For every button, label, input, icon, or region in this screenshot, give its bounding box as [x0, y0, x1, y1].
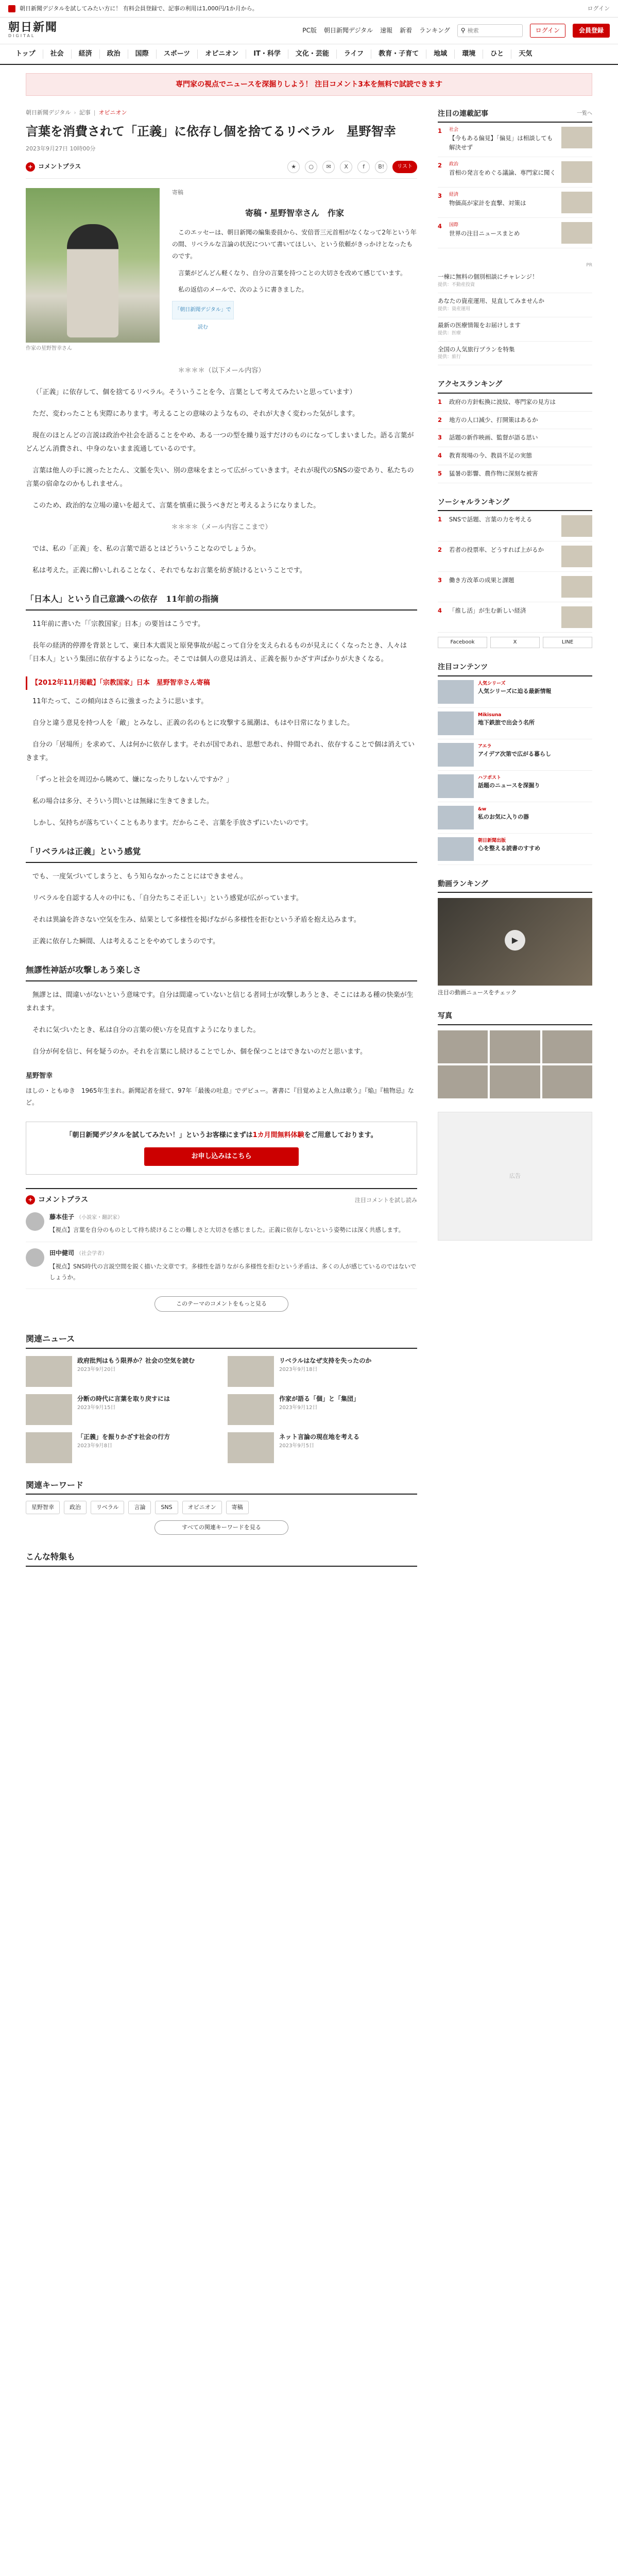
related-item[interactable]: [26, 1356, 215, 1387]
author-title: 寄稿・星野智幸さん 作家: [245, 208, 344, 218]
x-share-icon[interactable]: X: [340, 161, 352, 173]
keyword-tag[interactable]: リベラル: [91, 1501, 124, 1514]
rank-thumbnail: [561, 546, 592, 567]
trial-text-highlight: 1カ月間無料体験: [252, 1131, 304, 1140]
header-link-new[interactable]: 新着: [400, 26, 413, 34]
keyword-tag[interactable]: 寄稿: [226, 1501, 249, 1514]
body-paragraph: 現在のほとんどの言説は政治や社会を語ることをやめ、ある一つの型を繰り返すだけのものになってしまいました。語る言葉がどんどん消費され、中身のないまま流通しているのです。: [26, 431, 414, 453]
rank-thumbnail: [561, 576, 592, 598]
intro-text: [172, 227, 417, 296]
social-ranking-title: ソーシャルランキング: [438, 498, 510, 506]
rank-number: 3: [438, 434, 442, 442]
body-paragraph: 長年の経済的停滞を背景として、東日本大震災と原発事故が起こって自分を支えられるものが見えにくくなったとき、人々は「日本人」という集団に依存するようになった。そこでは個人の意見は消え、正義を振りかざす声ばかりが大きくなる。: [26, 641, 407, 663]
body-paragraph: リベラルを自認する人々の中にも、「自分たちこそ正しい」という感覚が広がっています。: [32, 894, 303, 902]
rank-number: 2: [438, 161, 442, 169]
comment-trial-link[interactable]: 注目コメントを試し読み: [355, 1196, 417, 1204]
content-text: 心を整える読書のすすめ: [478, 844, 541, 852]
body-paragraph: （「正義」に依存して、個を捨てるリベラル。そういうことを今、言葉として考えてみたいと思っています）: [32, 388, 356, 396]
video-caption[interactable]: 注目の動画ニュースをチェック: [438, 989, 517, 996]
related-headline: リベラルはなぜ支持を失ったのか: [279, 1357, 372, 1364]
profile-name: 星野智幸: [26, 1072, 53, 1080]
keyword-list: [26, 1501, 417, 1514]
rank-text: 地方の人口減少、打開策はあるか: [449, 416, 538, 423]
comment-text: 【視点】言葉を自分のものとして持ち続けることの難しさと大切さを感じました。正義に依存しないという姿勢には深く共感します。: [49, 1226, 405, 1234]
breadcrumb-separator: ›: [74, 109, 76, 116]
site-logo[interactable]: [8, 22, 58, 40]
author-meta-line: [172, 188, 417, 197]
related-item[interactable]: [26, 1432, 215, 1463]
video-ranking-title: 動画ランキング: [438, 879, 488, 888]
social-ranking-item[interactable]: [438, 541, 592, 572]
body-paragraph: 自分が何を信じ、何を疑うのか。それを言葉にし続けることでしか、個を保つことはできないのだと思います。: [32, 1047, 367, 1056]
nav-item-region[interactable]: 地域: [426, 49, 455, 59]
rank-text: 働き方改革の成果と課題: [449, 577, 514, 584]
rank-text: 教育現場の今、教員不足の実態: [449, 452, 532, 460]
header-utility-links: [302, 24, 610, 38]
body-paragraph: ただ、変わったことも実際にあります。考えることの意味のようなもの、それが大きく変わった気がします。: [32, 410, 359, 418]
ad-label: PR: [586, 262, 592, 268]
category-tag[interactable]: オピニオン: [98, 109, 127, 116]
sidebar-contents: [438, 662, 592, 865]
rank-text: 政府の方針転換に波紋、専門家の見方は: [449, 398, 556, 405]
all-keywords-button[interactable]: すべての関連キーワードを見る: [154, 1520, 288, 1535]
related-keywords: [26, 1479, 417, 1535]
ad-source: 提供：旅行: [438, 354, 461, 360]
author-profile: [26, 1071, 417, 1108]
rank-text: 首相の発言をめぐる議論、専門家に聞く: [449, 168, 556, 176]
rank-text: 物価高が家計を直撃、対策は: [449, 199, 526, 207]
content-category: 人気シリーズ: [478, 681, 506, 686]
photo-caption: 作家の星野智幸さん: [26, 345, 72, 351]
keywords-title: 関連キーワード: [26, 1479, 417, 1495]
commenter-role: （社会学者）: [76, 1251, 108, 1257]
related-date: 2023年9月15日: [77, 1405, 116, 1411]
breadcrumb-article[interactable]: 記事: [79, 109, 91, 116]
facebook-follow-button[interactable]: Facebook: [438, 637, 487, 648]
header-link-breaking[interactable]: 速報: [380, 26, 393, 34]
content-category: 朝日新聞出版: [478, 838, 506, 843]
access-ranking-item[interactable]: [438, 465, 592, 483]
body-paragraph: 言葉は他人の手に渡ったとたん、文脈を失い、別の意味をまとって広がっていきます。それが現代のSNSの姿であり、私たちの言葉の宿命なのかもしれません。: [26, 466, 414, 488]
share-row: [26, 161, 417, 179]
trial-text: [35, 1130, 408, 1141]
promo-bar[interactable]: 専門家の視点でニュースを深掘りしよう！ 注目コメント3本を無料で試読できます: [26, 73, 592, 96]
profile-text: ほしの・ともゆき 1965年生まれ。新聞記者を経て、97年「最後の吐息」でデビュー。著書に『目覚めよと人魚は歌う』『焔』『植物忌』など。: [26, 1087, 414, 1106]
comment-plus-label: コメントプラス: [38, 163, 81, 171]
stars-divider: ＊＊＊＊（以下メール内容）: [178, 366, 265, 375]
contents-title: 注目コンテンツ: [438, 663, 488, 672]
rank-number: 4: [438, 452, 442, 460]
logo-subtext: DIGITAL: [8, 33, 36, 39]
related-item[interactable]: [26, 1394, 215, 1425]
body-paragraph: しかし、気持ちが落ちていくこともあります。だからこそ、言葉を手放さずにいたいのです。: [32, 819, 313, 827]
trial-text-c: をご用意しております。: [304, 1131, 377, 1140]
related-thumbnail: [228, 1356, 274, 1387]
related-headline: 政府批判はもう限界か？社会の空気を読む: [77, 1357, 195, 1364]
video-thumbnail[interactable]: [438, 898, 592, 986]
content-text: 私のお気に入りの器: [478, 813, 529, 820]
related-thumbnail: [26, 1432, 72, 1463]
rank-thumbnail: [561, 515, 592, 537]
related-item[interactable]: [228, 1432, 417, 1463]
body-paragraph: このため、政治的な立場の違いを超えて、言葉を慎重に扱うべきだと考えるようになりました。: [32, 501, 320, 510]
author-photo[interactable]: [26, 188, 160, 343]
content-thumbnail: [438, 711, 474, 735]
rank-number: 2: [438, 416, 442, 423]
content-text: 話題のニュースを深掘り: [478, 782, 540, 789]
nav-item-politics[interactable]: 政治: [100, 49, 128, 59]
search-icon[interactable]: ⚲: [460, 26, 466, 34]
ad-source: 提供：不動産投資: [438, 282, 475, 288]
ad-item[interactable]: [438, 342, 592, 366]
nav-item-top[interactable]: トップ: [8, 49, 43, 59]
site-header: [0, 18, 618, 44]
photo-thumbnail[interactable]: [490, 1065, 540, 1098]
rank-text: 猛暑の影響、農作物に深刻な被害: [449, 469, 538, 477]
photo-thumbnail[interactable]: [490, 1030, 540, 1063]
keyword-tag[interactable]: オピニオン: [182, 1501, 222, 1514]
sidebar-video-ranking: [438, 878, 592, 997]
byline-box: [172, 188, 417, 353]
ad-item[interactable]: [438, 317, 592, 342]
body-paragraph: それは異論を許さない空気を生み、結果として多様性を掲げながら多様性を拒むという矛盾を抱え込みます。: [32, 916, 360, 924]
keyword-tag[interactable]: 政治: [64, 1501, 87, 1514]
section-heading: 「リベラルは正義」という感覚: [26, 843, 417, 863]
stars-divider: ＊＊＊＊（メール内容ここまで）: [171, 523, 272, 531]
sidebar-section-title: [438, 497, 592, 511]
content-item[interactable]: [438, 802, 592, 834]
rank-text: 世界の注目ニュースまとめ: [449, 229, 520, 237]
keyword-tag[interactable]: SNS: [155, 1501, 178, 1514]
rank-thumbnail: [561, 161, 592, 183]
photo-thumbnail[interactable]: [542, 1030, 592, 1063]
trial-signup-button[interactable]: お申し込みはこちら: [144, 1147, 299, 1166]
content-thumbnail: [438, 680, 474, 704]
comment-plus-icon: +: [26, 162, 35, 172]
related-headline: ネット言論の現在地を考える: [279, 1433, 360, 1440]
comment-plus-icon: +: [26, 1195, 35, 1205]
mail-icon[interactable]: ✉: [322, 161, 335, 173]
share-icons: [287, 161, 417, 173]
rank-text: 【今もある偏見】「偏見」は相談しても解決せず: [449, 134, 553, 151]
related-date: 2023年9月8日: [77, 1443, 113, 1449]
body-paragraph: でも、一度気づいてしまうと、もう知らなかったことにはできません。: [32, 872, 247, 880]
sidebar-access-ranking: [438, 379, 592, 483]
rank-text: 若者の投票率、どうすれば上がるか: [449, 546, 544, 554]
play-icon[interactable]: ▶: [505, 930, 525, 951]
intro-paragraph: 言葉がどんどん軽くなり、自分の言葉を持つことの大切さを改めて感じています。: [178, 269, 407, 277]
nav-item-life[interactable]: ライフ: [337, 49, 371, 59]
rank-thumbnail: [561, 192, 592, 213]
ad-text: 全国の人気旅行プランを特集: [438, 345, 515, 353]
body-paragraph: 自分の「居場所」を求めて、人は何かに依存します。それが国であれ、思想であれ、仲間であれ、依存することで個は消えていきます。: [26, 740, 415, 762]
content-thumbnail: [438, 774, 474, 798]
article-main: [26, 108, 417, 1567]
ranking-title: 注目の連載記事: [438, 110, 488, 118]
nav-item-culture[interactable]: 文化・芸能: [288, 49, 337, 59]
content-item[interactable]: [438, 676, 592, 708]
nav-item-opinion[interactable]: オピニオン: [198, 49, 246, 59]
social-ranking-item[interactable]: [438, 572, 592, 602]
access-ranking-item[interactable]: [438, 394, 592, 412]
content-item[interactable]: [438, 739, 592, 771]
ad-item[interactable]: [438, 269, 592, 293]
rank-tag: 経済: [449, 192, 459, 197]
features-title: こんな特集も: [26, 1550, 417, 1567]
rank-tag: 社会: [449, 127, 459, 133]
article-date: 2023年9月27日 10時00分: [26, 145, 96, 152]
comment-body: [49, 1212, 404, 1235]
photo-title: 写真: [438, 1012, 452, 1021]
header-link-pc[interactable]: PC版: [302, 26, 317, 34]
rank-number: 3: [438, 577, 442, 584]
related-date: 2023年9月18日: [279, 1367, 318, 1372]
ranking-item[interactable]: [438, 188, 592, 218]
content-category: ハフポスト: [478, 775, 502, 781]
rank-number: 1: [438, 398, 442, 405]
related-headline: 「正義」を振りかざす社会の行方: [77, 1433, 170, 1440]
sidebar-section-title: [438, 1010, 592, 1025]
byline-row: [26, 188, 417, 353]
rank-number: 5: [438, 469, 442, 477]
related-grid: [26, 1356, 417, 1463]
breadcrumb-separator: |: [93, 109, 96, 116]
social-ranking-item[interactable]: [438, 511, 592, 541]
sidebar-ad-slot: [438, 1112, 592, 1241]
list-button[interactable]: リスト: [392, 161, 417, 173]
access-ranking-title: アクセスランキング: [438, 380, 503, 389]
content-text: 地下鉄旅で出会う名所: [478, 719, 535, 726]
sidebar: [438, 108, 592, 1567]
commenter-role: （小説家・翻訳家）: [76, 1214, 123, 1221]
comment-header: [26, 1194, 417, 1206]
mute-icon[interactable]: ○: [305, 161, 317, 173]
body-paragraph: 正義に依存した瞬間、人は考えることをやめてしまうのです。: [32, 937, 219, 945]
rank-text: 「推し活」が生む新しい経済: [449, 607, 526, 615]
person-silhouette: [67, 224, 118, 337]
ranking-item[interactable]: [438, 123, 592, 157]
sidebar-ads: [438, 262, 592, 365]
body-paragraph: 私の場合は多分、そういう問いとは無縁に生きてきました。: [32, 797, 214, 805]
trial-text-a: 「朝日新聞デジタルを試してみたい！」というお客様にまずは: [65, 1131, 253, 1140]
body-paragraph: 私は考えた。正義に酔いしれることなく、それでもなお言葉を紡ぎ続けるということです。: [32, 566, 306, 574]
nav-item-weather[interactable]: 天気: [519, 50, 533, 58]
content-item[interactable]: [438, 834, 592, 865]
related-thumbnail: [228, 1394, 274, 1425]
sidebar-section-title: [438, 878, 592, 893]
related-item[interactable]: [228, 1356, 417, 1387]
hatena-bookmark-icon[interactable]: B!: [375, 161, 387, 173]
body-paragraph: 「ずっと社会を周辺から眺めて、嫌になったりしないんですか？」: [32, 775, 233, 784]
comment-plus-link[interactable]: [26, 162, 81, 172]
more-comments-button[interactable]: このテーマのコメントをもっと見る: [154, 1296, 288, 1312]
body-paragraph: 無謬とは、間違いがないという意味です。自分は間違っていないと信じる者同士が攻撃しあうとき、そこにはある種の快楽が生まれます。: [26, 991, 414, 1012]
rank-text: SNSで話題、言葉の力を考える: [449, 516, 533, 523]
related-item[interactable]: [228, 1394, 417, 1425]
access-ranking-item[interactable]: [438, 412, 592, 430]
sidebar-section-title: [438, 662, 592, 676]
nav-item-international[interactable]: 国際: [128, 49, 157, 59]
header-link-digital[interactable]: 朝日新聞デジタル: [323, 26, 373, 34]
related-date: 2023年9月20日: [77, 1367, 116, 1372]
content-thumbnail: [438, 837, 474, 861]
content-category: Mikisuna: [478, 712, 502, 718]
ranking-item[interactable]: [438, 157, 592, 188]
rank-number: 1: [438, 516, 442, 523]
access-ranking-item[interactable]: [438, 429, 592, 447]
search-box: [457, 24, 523, 37]
sns-follow-row: [438, 637, 592, 648]
commenter-name: 田中健司: [49, 1249, 75, 1257]
content-category: &w: [478, 806, 487, 812]
trial-signup-box: [26, 1122, 417, 1175]
breadcrumb: [26, 108, 417, 117]
article-body: [26, 364, 417, 1059]
banner-text: 朝日新聞デジタルを試してみたい方に！ 有料会員登録で、記事の利用は1,000円/1か月から。: [20, 5, 258, 12]
banner-login-link[interactable]: ログイン: [587, 5, 610, 12]
ad-text: あなたの資産運用、見直してみませんか: [438, 297, 544, 305]
login-button[interactable]: ログイン: [530, 24, 565, 38]
body-paragraph: 11年たって、この傾向はさらに強まったように思います。: [32, 697, 208, 705]
related-headline: 分断の時代に言葉を取り戻すには: [77, 1395, 170, 1402]
ad-text: 一棟に無料の個別相談にチャレンジ！: [438, 273, 538, 281]
comment-text: 【視点】SNS時代の言説空間を鋭く描いた文章です。多様性を語りながら多様性を拒むという矛盾は、多くの人が感じているのではないでしょうか。: [49, 1262, 417, 1281]
intro-paragraph: このエッセーは、朝日新聞の編集委員から、安倍晋三元首相がなくなって2年という年の間、リベラルな言論の状況について書いてほしい、という依頼がきっかけとなったものです。: [172, 229, 417, 260]
related-title: 関連ニュース: [26, 1332, 417, 1349]
rank-number: 2: [438, 546, 442, 554]
content-text: アイデア次第で広がる暮らし: [478, 750, 552, 757]
rank-thumbnail: [561, 606, 592, 628]
intro-paragraph: 私の返信のメールで、次のように書きました。: [178, 286, 308, 294]
sidebar-section-title: [438, 379, 592, 393]
line-follow-button[interactable]: LINE: [543, 637, 592, 648]
rank-number: 1: [438, 127, 442, 135]
nav-item-economy[interactable]: 経済: [72, 49, 100, 59]
ad-source: 提供：資産運用: [438, 306, 471, 312]
content-item[interactable]: [438, 771, 592, 802]
nav-item-education[interactable]: 教育・子育て: [371, 49, 426, 59]
content-thumbnail: [438, 743, 474, 767]
main-nav: [0, 44, 618, 65]
related-news: [26, 1332, 417, 1463]
ad-item[interactable]: [438, 293, 592, 317]
x-follow-button[interactable]: X: [490, 637, 540, 648]
comment-item[interactable]: [26, 1242, 417, 1289]
search-input[interactable]: [468, 27, 519, 34]
content-item[interactable]: [438, 708, 592, 739]
social-ranking-item[interactable]: [438, 602, 592, 633]
breadcrumb-home[interactable]: 朝日新聞デジタル: [26, 109, 71, 116]
related-thumbnail: [228, 1432, 274, 1463]
access-ranking-item[interactable]: [438, 447, 592, 465]
section-heading: 「日本人」という自己意識への依存 11年前の指摘: [26, 591, 417, 611]
ad-source: 提供：医療: [438, 330, 461, 336]
rank-number: 4: [438, 222, 442, 230]
ad-box[interactable]: 広告: [438, 1112, 592, 1241]
body-paragraph: 11年前に書いた「「宗教国家」日本」の要旨はこうです。: [32, 620, 205, 628]
comment-title-text: コメントプラス: [38, 1196, 89, 1205]
body-paragraph: では、私の「正義」を、私の言葉で語るとはどういうことなのでしょうか。: [32, 545, 261, 553]
content-text: 人気シリーズに迫る最新情報: [478, 687, 552, 694]
top-banner[interactable]: [0, 0, 618, 18]
related-date: 2023年9月12日: [279, 1405, 318, 1411]
article-title: 言葉を消費されて「正義」に依存し個を捨てるリベラル 星野智幸: [26, 123, 396, 139]
logo-text: 朝日新聞: [8, 21, 58, 35]
sidebar-social-ranking: [438, 497, 592, 648]
comment-section: [26, 1188, 417, 1312]
comment-body: [49, 1248, 417, 1282]
commenter-name: 藤本佳子: [49, 1213, 75, 1221]
header-link-ranking[interactable]: ランキング: [419, 26, 450, 34]
related-date: 2023年9月5日: [279, 1443, 315, 1449]
gift-icon: [8, 5, 15, 12]
section-heading: 無謬性神話が攻撃しあう楽しさ: [26, 962, 417, 981]
sidebar-section-title: [438, 108, 592, 123]
features-section: [26, 1550, 417, 1567]
content-category: アエラ: [478, 743, 492, 749]
body-paragraph: それに気づいたとき、私は自分の言葉の使い方を見直すようになりました。: [32, 1026, 260, 1034]
photo-thumbnail[interactable]: [438, 1065, 488, 1098]
ranking-item[interactable]: [438, 218, 592, 248]
signup-button[interactable]: 会員登録: [573, 24, 610, 38]
keyword-tag[interactable]: 星野智幸: [26, 1501, 60, 1514]
rank-thumbnail: [561, 127, 592, 148]
bookmark-icon[interactable]: ★: [287, 161, 300, 173]
avatar: [26, 1248, 44, 1267]
nav-item-sports[interactable]: スポーツ: [157, 49, 198, 59]
author-meta: 寄稿: [172, 189, 183, 196]
nav-item-science[interactable]: IT・科学: [246, 49, 288, 59]
avatar: [26, 1212, 44, 1231]
rank-thumbnail: [561, 222, 592, 244]
rank-text: 話題の新作映画、監督が語る思い: [449, 434, 538, 442]
sidebar-ranking: [438, 108, 592, 248]
ranking-more-link[interactable]: 一覧へ: [577, 111, 592, 117]
nav-item-society[interactable]: 社会: [43, 49, 72, 59]
photo-grid: [438, 1030, 592, 1098]
author-photo-block: [26, 188, 160, 353]
related-article-link[interactable]: 【2012年11月掲載】「宗教国家」日本 星野智幸さん寄稿: [26, 676, 417, 690]
rank-number: 3: [438, 192, 442, 199]
rank-tag: 国際: [449, 222, 459, 228]
rank-number: 4: [438, 607, 442, 615]
related-thumbnail: [26, 1394, 72, 1425]
related-thumbnail: [26, 1356, 72, 1387]
nav-item-people[interactable]: ひと: [483, 49, 511, 59]
comment-title: [26, 1194, 88, 1206]
content-thumbnail: [438, 806, 474, 829]
photo-thumbnail[interactable]: [542, 1065, 592, 1098]
keyword-tag[interactable]: 言論: [128, 1501, 151, 1514]
related-link-card[interactable]: 「朝日新聞デジタル」で読む: [172, 301, 234, 319]
body-paragraph: 自分と違う意見を持つ人を「敵」とみなし、正義の名のもとに攻撃する風潮は、もはや日常になりました。: [32, 719, 354, 727]
nav-item-environment[interactable]: 環境: [455, 49, 483, 59]
sidebar-photos: [438, 1010, 592, 1098]
related-headline: 作家が語る「個」と「集団」: [279, 1395, 360, 1402]
photo-thumbnail[interactable]: [438, 1030, 488, 1063]
comment-item[interactable]: [26, 1206, 417, 1242]
facebook-share-icon[interactable]: f: [357, 161, 370, 173]
rank-tag: 政治: [449, 161, 459, 167]
ad-text: 最新の医療情報をお届けします: [438, 321, 521, 329]
